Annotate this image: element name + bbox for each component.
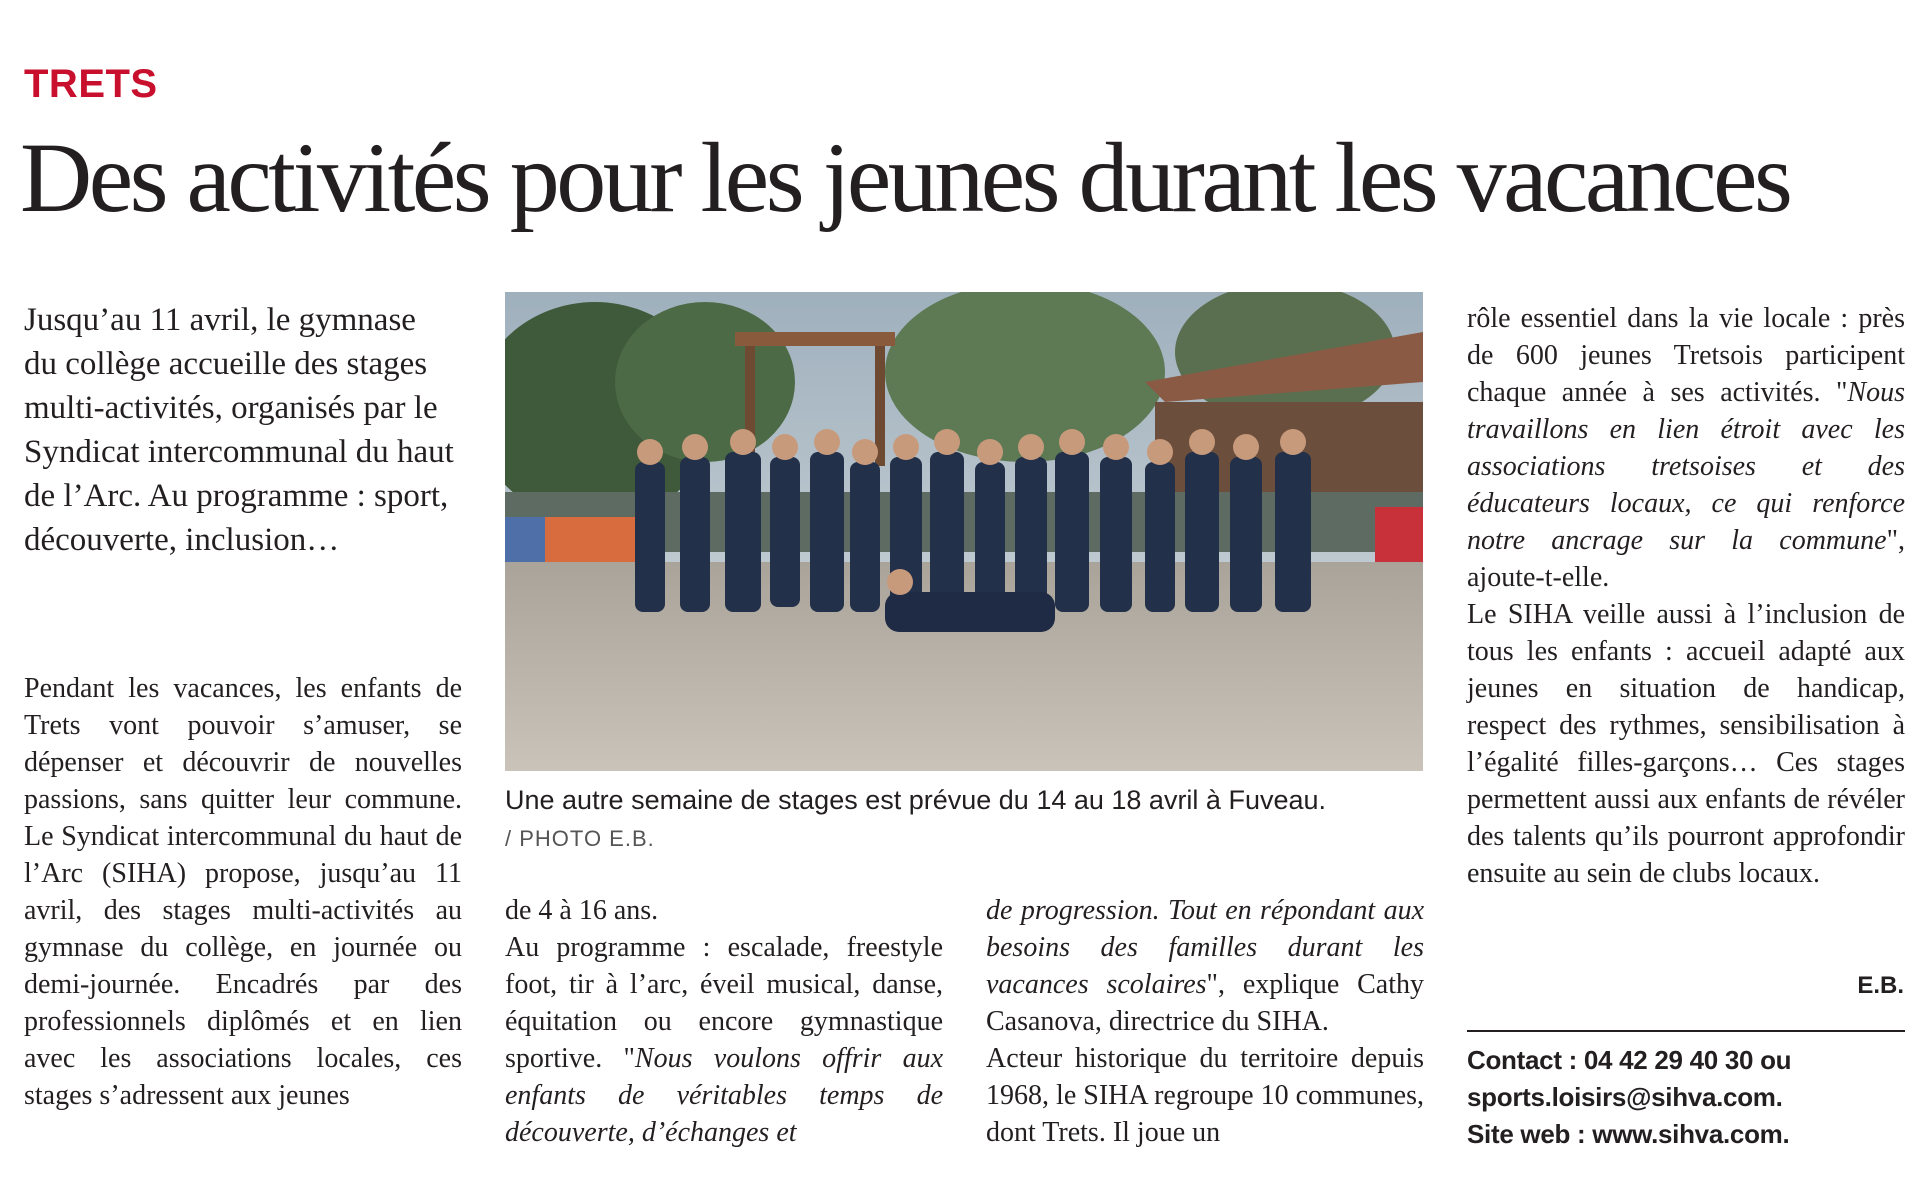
photo-caption: Une autre semaine de stages est prévue du 14 au 18 avril à Fuveau. [505, 785, 1327, 815]
body-text: ", explique Cathy Casanova, directrice du SIHA. [986, 969, 1425, 1037]
body-text: ", ajoute-t-elle. [1467, 525, 1905, 593]
body-paragraph: Le SIHA veille aussi à l’inclusion de tous les enfants : accueil adapté aux jeunes en situation de handicap, respect des rythmes, sensibilisation à l’égalité filles-garçons… Ces stages permettent aussi aux enfants de révéler des talents qu’ils pourront approfondir ensuite au sein de clubs locaux. [1467, 599, 1905, 889]
article-lead [24, 298, 456, 562]
body-column-3 [986, 892, 1424, 1151]
body-paragraph: de 4 à 16 ans. [505, 895, 659, 926]
quote-text: Nous voulons offrir aux enfants de véritables temps de découverte, d’échanges et [505, 1043, 943, 1148]
contact-website: Site web : www.sihva.com. [1467, 1119, 1790, 1149]
quote-text: Nous travaillons en lien étroit avec les associations tretsoises et des éducateurs locaux, ce qui renforce notre ancrage sur la commune [1467, 377, 1905, 556]
contact-divider [1467, 1030, 1905, 1032]
quote-text: de progression. Tout en répondant aux besoins des familles durant les vacances scolaires [986, 895, 1424, 1000]
body-paragraph: Acteur historique du territoire depuis 1968, le SIHA regroupe 10 communes, dont Trets. Il joue un [986, 1043, 1424, 1148]
body-column-4 [1467, 300, 1905, 892]
group-photo-image [505, 292, 1423, 771]
contact-box [1467, 1042, 1907, 1153]
body-paragraph [1467, 300, 1905, 596]
photo-credit: / PHOTO E.B. [505, 826, 655, 851]
body-paragraph [505, 929, 943, 1151]
body-text: rôle essentiel dans la vie locale : près de 600 jeunes Tretsois participent chaque année à ses activités. " [1467, 303, 1905, 408]
body-column-1 [24, 670, 462, 1114]
contact-phone: Contact : 04 42 29 40 30 ou [1467, 1045, 1792, 1075]
lead-text: Jusqu’au 11 avril, le gymnase du collège accueille des stages multi-activités, organisés par le Syndicat intercommunal du haut de l’Arc. Au programme : sport, découverte, inclusion… [24, 302, 454, 558]
body-paragraph [986, 892, 1424, 1040]
body-text: Au programme : escalade, freestyle foot, tir à l’arc, éveil musical, danse, équitation ou encore gymnastique sportive. " [505, 932, 943, 1074]
body-paragraph: Pendant les vacances, les enfants de Trets vont pouvoir s’amuser, se dépenser et découvrir de nouvelles passions, sans quitter leur commune. Le Syndicat intercommunal du haut de l’Arc (SIHA) propose, jusqu’au 11 avril, des stages multi-activités au gymnase du collège, en journée ou demi-journée. Encadrés par des professionnels diplômés et en lien avec les associations locales, ces stages s’adressent aux jeunes [24, 673, 462, 1111]
author-signature: E.B. [1857, 972, 1904, 999]
article-headline: Des activités pour les jeunes durant les vacances [20, 122, 1790, 233]
body-column-2 [505, 892, 943, 1151]
group-photo [505, 292, 1423, 771]
section-kicker: TRETS [24, 62, 158, 106]
contact-email: sports.loisirs@sihva.com. [1467, 1082, 1783, 1112]
